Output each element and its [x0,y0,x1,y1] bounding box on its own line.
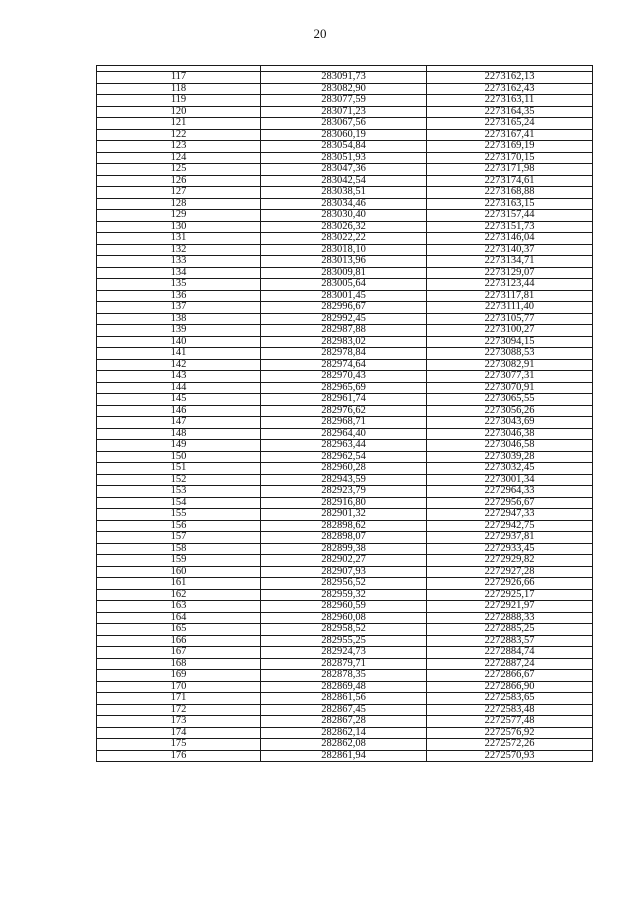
x-coordinate-cell: 282862,08 [261,739,427,751]
point-number-cell: 161 [97,578,261,590]
point-number-cell: 154 [97,497,261,509]
page-number: 20 [313,26,327,41]
y-coordinate-cell: 2272572,26 [427,739,593,751]
point-number-cell: 173 [97,716,261,728]
table-row [97,428,593,440]
point-number-cell: 125 [97,164,261,176]
x-coordinate-cell: 282992,45 [261,313,427,325]
y-coordinate-cell: 2273140,37 [427,244,593,256]
table-row [97,244,593,256]
x-coordinate-cell: 282976,62 [261,405,427,417]
y-coordinate-cell: 2273105,77 [427,313,593,325]
table-row [97,72,593,84]
point-number-cell: 148 [97,428,261,440]
point-number-cell: 120 [97,106,261,118]
x-coordinate-cell: 282996,67 [261,302,427,314]
point-number-cell: 174 [97,727,261,739]
table-row [97,95,593,107]
point-number-cell: 169 [97,670,261,682]
x-coordinate-cell: 282978,84 [261,348,427,360]
y-coordinate-cell: 2272929,82 [427,555,593,567]
x-coordinate-cell: 282898,62 [261,520,427,532]
table-row [97,164,593,176]
point-number-cell: 136 [97,290,261,302]
point-number-cell: 147 [97,417,261,429]
x-coordinate-cell: 282963,44 [261,440,427,452]
y-coordinate-cell: 2273070,91 [427,382,593,394]
x-coordinate-cell: 282901,32 [261,509,427,521]
point-number-cell: 138 [97,313,261,325]
table-row [97,589,593,601]
table-row [97,601,593,613]
point-number-cell: 163 [97,601,261,613]
y-coordinate-cell: 2272884,74 [427,647,593,659]
point-number-cell: 165 [97,624,261,636]
x-coordinate-cell: 283054,84 [261,141,427,153]
table-row [97,658,593,670]
point-number-cell: 152 [97,474,261,486]
y-coordinate-cell: 2272887,24 [427,658,593,670]
table-row [97,750,593,762]
table-row [97,198,593,210]
x-coordinate-cell: 283013,96 [261,256,427,268]
x-coordinate-cell: 282959,32 [261,589,427,601]
y-coordinate-cell: 2273032,45 [427,463,593,475]
table-row [97,612,593,624]
y-coordinate-cell: 2273039,28 [427,451,593,463]
x-coordinate-cell: 282987,88 [261,325,427,337]
point-number-cell: 166 [97,635,261,647]
point-number-cell: 172 [97,704,261,716]
table-row [97,451,593,463]
point-number-cell: 143 [97,371,261,383]
table-row [97,635,593,647]
y-coordinate-cell: 2273094,15 [427,336,593,348]
x-coordinate-cell: 282862,14 [261,727,427,739]
table-row [97,681,593,693]
point-number-cell: 144 [97,382,261,394]
table-row [97,405,593,417]
x-coordinate-cell: 282956,52 [261,578,427,590]
point-number-cell: 141 [97,348,261,360]
x-coordinate-cell: 282923,79 [261,486,427,498]
point-number-cell: 159 [97,555,261,567]
x-coordinate-cell: 282879,71 [261,658,427,670]
table-row [97,417,593,429]
point-number-cell: 155 [97,509,261,521]
coordinates-table [96,65,593,762]
point-number-cell: 134 [97,267,261,279]
y-coordinate-cell: 2273046,58 [427,440,593,452]
x-coordinate-cell: 282916,80 [261,497,427,509]
point-number-cell: 171 [97,693,261,705]
point-number-cell: 137 [97,302,261,314]
y-coordinate-cell: 2272937,81 [427,532,593,544]
y-coordinate-cell: 2272942,75 [427,520,593,532]
point-number-cell: 168 [97,658,261,670]
table-row [97,233,593,245]
y-coordinate-cell: 2273046,38 [427,428,593,440]
x-coordinate-cell: 283091,73 [261,72,427,84]
y-coordinate-cell: 2273134,71 [427,256,593,268]
y-coordinate-cell: 2273170,15 [427,152,593,164]
x-coordinate-cell: 283030,40 [261,210,427,222]
point-number-cell: 156 [97,520,261,532]
x-coordinate-cell: 283082,90 [261,83,427,95]
y-coordinate-cell: 2273065,55 [427,394,593,406]
y-coordinate-cell: 2273100,27 [427,325,593,337]
table-row [97,474,593,486]
table-row [97,371,593,383]
x-coordinate-cell: 282861,56 [261,693,427,705]
x-coordinate-cell: 282955,25 [261,635,427,647]
x-coordinate-cell: 282974,64 [261,359,427,371]
y-coordinate-cell: 2272956,67 [427,497,593,509]
y-coordinate-cell: 2273077,31 [427,371,593,383]
table-row [97,302,593,314]
y-coordinate-cell: 2273163,11 [427,95,593,107]
table-row [97,716,593,728]
table-row [97,670,593,682]
table-row [97,187,593,199]
x-coordinate-cell: 282907,93 [261,566,427,578]
y-coordinate-cell: 2273168,88 [427,187,593,199]
y-coordinate-cell: 2272866,67 [427,670,593,682]
table-row [97,325,593,337]
x-coordinate-cell: 282960,08 [261,612,427,624]
y-coordinate-cell: 2273174,61 [427,175,593,187]
y-coordinate-cell: 2272577,48 [427,716,593,728]
y-coordinate-cell: 2272921,97 [427,601,593,613]
point-number-cell: 158 [97,543,261,555]
table-row [97,129,593,141]
x-coordinate-cell: 282861,94 [261,750,427,762]
x-coordinate-cell: 282898,07 [261,532,427,544]
y-coordinate-cell: 2272926,66 [427,578,593,590]
table-row [97,497,593,509]
point-number-cell: 124 [97,152,261,164]
point-number-cell: 128 [97,198,261,210]
y-coordinate-cell: 2273162,13 [427,72,593,84]
point-number-cell: 153 [97,486,261,498]
point-number-cell: 126 [97,175,261,187]
point-number-cell: 149 [97,440,261,452]
x-coordinate-cell: 283005,64 [261,279,427,291]
coordinates-table-body [97,66,593,762]
table-row [97,359,593,371]
x-coordinate-cell: 282878,35 [261,670,427,682]
x-coordinate-cell: 283071,23 [261,106,427,118]
y-coordinate-cell: 2273163,15 [427,198,593,210]
table-row [97,486,593,498]
point-number-cell: 121 [97,118,261,130]
x-coordinate-cell: 282965,69 [261,382,427,394]
x-coordinate-cell: 283051,93 [261,152,427,164]
point-number-cell: 133 [97,256,261,268]
x-coordinate-cell: 283038,51 [261,187,427,199]
table-row [97,152,593,164]
point-number-cell: 151 [97,463,261,475]
point-number-cell: 167 [97,647,261,659]
table-row [97,290,593,302]
x-coordinate-cell: 282962,54 [261,451,427,463]
y-coordinate-cell: 2273169,19 [427,141,593,153]
x-coordinate-cell: 283001,45 [261,290,427,302]
table-row [97,624,593,636]
table-row [97,543,593,555]
y-coordinate-cell: 2273001,34 [427,474,593,486]
x-coordinate-cell: 282964,40 [261,428,427,440]
x-coordinate-cell: 282960,59 [261,601,427,613]
table-row [97,566,593,578]
point-number-cell: 123 [97,141,261,153]
table-row [97,440,593,452]
table-row [97,118,593,130]
x-coordinate-cell: 283018,10 [261,244,427,256]
x-coordinate-cell: 282902,27 [261,555,427,567]
y-coordinate-cell: 2273167,41 [427,129,593,141]
table-row [97,83,593,95]
table-row [97,727,593,739]
table-row [97,210,593,222]
x-coordinate-cell: 283060,19 [261,129,427,141]
point-number-cell: 135 [97,279,261,291]
y-coordinate-cell: 2272583,65 [427,693,593,705]
point-number-cell: 122 [97,129,261,141]
table-row [97,256,593,268]
table-row [97,221,593,233]
y-coordinate-cell: 2272925,17 [427,589,593,601]
x-coordinate-cell: 282960,28 [261,463,427,475]
table-row [97,348,593,360]
y-coordinate-cell: 2273082,91 [427,359,593,371]
table-row [97,267,593,279]
x-coordinate-cell: 282924,73 [261,647,427,659]
y-coordinate-cell: 2273165,24 [427,118,593,130]
point-number-cell: 160 [97,566,261,578]
point-number-cell: 139 [97,325,261,337]
y-coordinate-cell: 2272885,25 [427,624,593,636]
y-coordinate-cell: 2273056,26 [427,405,593,417]
point-number-cell: 117 [97,72,261,84]
y-coordinate-cell: 2272964,33 [427,486,593,498]
x-coordinate-cell: 283067,56 [261,118,427,130]
table-row [97,175,593,187]
table-row [97,647,593,659]
table-row [97,520,593,532]
table-row [97,704,593,716]
x-coordinate-cell: 283034,46 [261,198,427,210]
y-coordinate-cell: 2273171,98 [427,164,593,176]
y-coordinate-cell: 2273162,43 [427,83,593,95]
y-coordinate-cell: 2272866,90 [427,681,593,693]
table-row [97,509,593,521]
x-coordinate-cell: 283022,22 [261,233,427,245]
table-row [97,693,593,705]
x-coordinate-cell: 282970,43 [261,371,427,383]
x-coordinate-cell: 283026,32 [261,221,427,233]
point-number-cell: 150 [97,451,261,463]
table-row [97,141,593,153]
y-coordinate-cell: 2272576,92 [427,727,593,739]
point-number-cell: 118 [97,83,261,95]
point-number-cell: 140 [97,336,261,348]
x-coordinate-cell: 282943,59 [261,474,427,486]
point-number-cell: 162 [97,589,261,601]
y-coordinate-cell: 2272570,93 [427,750,593,762]
x-coordinate-cell: 282958,52 [261,624,427,636]
point-number-cell: 131 [97,233,261,245]
x-coordinate-cell: 282867,28 [261,716,427,728]
y-coordinate-cell: 2273157,44 [427,210,593,222]
y-coordinate-cell: 2272583,48 [427,704,593,716]
table-row [97,336,593,348]
table-row [97,106,593,118]
x-coordinate-cell: 282867,45 [261,704,427,716]
y-coordinate-cell: 2272883,57 [427,635,593,647]
point-number-cell: 145 [97,394,261,406]
point-number-cell: 127 [97,187,261,199]
point-number-cell: 130 [97,221,261,233]
x-coordinate-cell: 282899,38 [261,543,427,555]
point-number-cell: 142 [97,359,261,371]
point-number-cell: 176 [97,750,261,762]
point-number-cell: 146 [97,405,261,417]
y-coordinate-cell: 2273164,35 [427,106,593,118]
y-coordinate-cell: 2272933,45 [427,543,593,555]
x-coordinate-cell: 283042,54 [261,175,427,187]
table-row [97,578,593,590]
point-number-cell: 119 [97,95,261,107]
table-row [97,394,593,406]
table-row [97,279,593,291]
point-number-cell: 157 [97,532,261,544]
point-number-cell: 175 [97,739,261,751]
y-coordinate-cell: 2273111,40 [427,302,593,314]
y-coordinate-cell: 2272888,33 [427,612,593,624]
y-coordinate-cell: 2273151,73 [427,221,593,233]
y-coordinate-cell: 2272947,33 [427,509,593,521]
y-coordinate-cell: 2273088,53 [427,348,593,360]
y-coordinate-cell: 2273146,04 [427,233,593,245]
table-row [97,463,593,475]
table-row [97,532,593,544]
point-number-cell: 170 [97,681,261,693]
point-number-cell: 132 [97,244,261,256]
table-row [97,313,593,325]
table-row [97,555,593,567]
y-coordinate-cell: 2273129,07 [427,267,593,279]
table-row [97,739,593,751]
y-coordinate-cell: 2273123,44 [427,279,593,291]
point-number-cell: 164 [97,612,261,624]
y-coordinate-cell: 2273043,69 [427,417,593,429]
point-number-cell: 129 [97,210,261,222]
x-coordinate-cell: 282869,48 [261,681,427,693]
x-coordinate-cell: 282983,02 [261,336,427,348]
x-coordinate-cell: 282968,71 [261,417,427,429]
x-coordinate-cell: 282961,74 [261,394,427,406]
table-row [97,382,593,394]
y-coordinate-cell: 2272927,28 [427,566,593,578]
x-coordinate-cell: 283047,36 [261,164,427,176]
y-coordinate-cell: 2273117,81 [427,290,593,302]
x-coordinate-cell: 283077,59 [261,95,427,107]
x-coordinate-cell: 283009,81 [261,267,427,279]
